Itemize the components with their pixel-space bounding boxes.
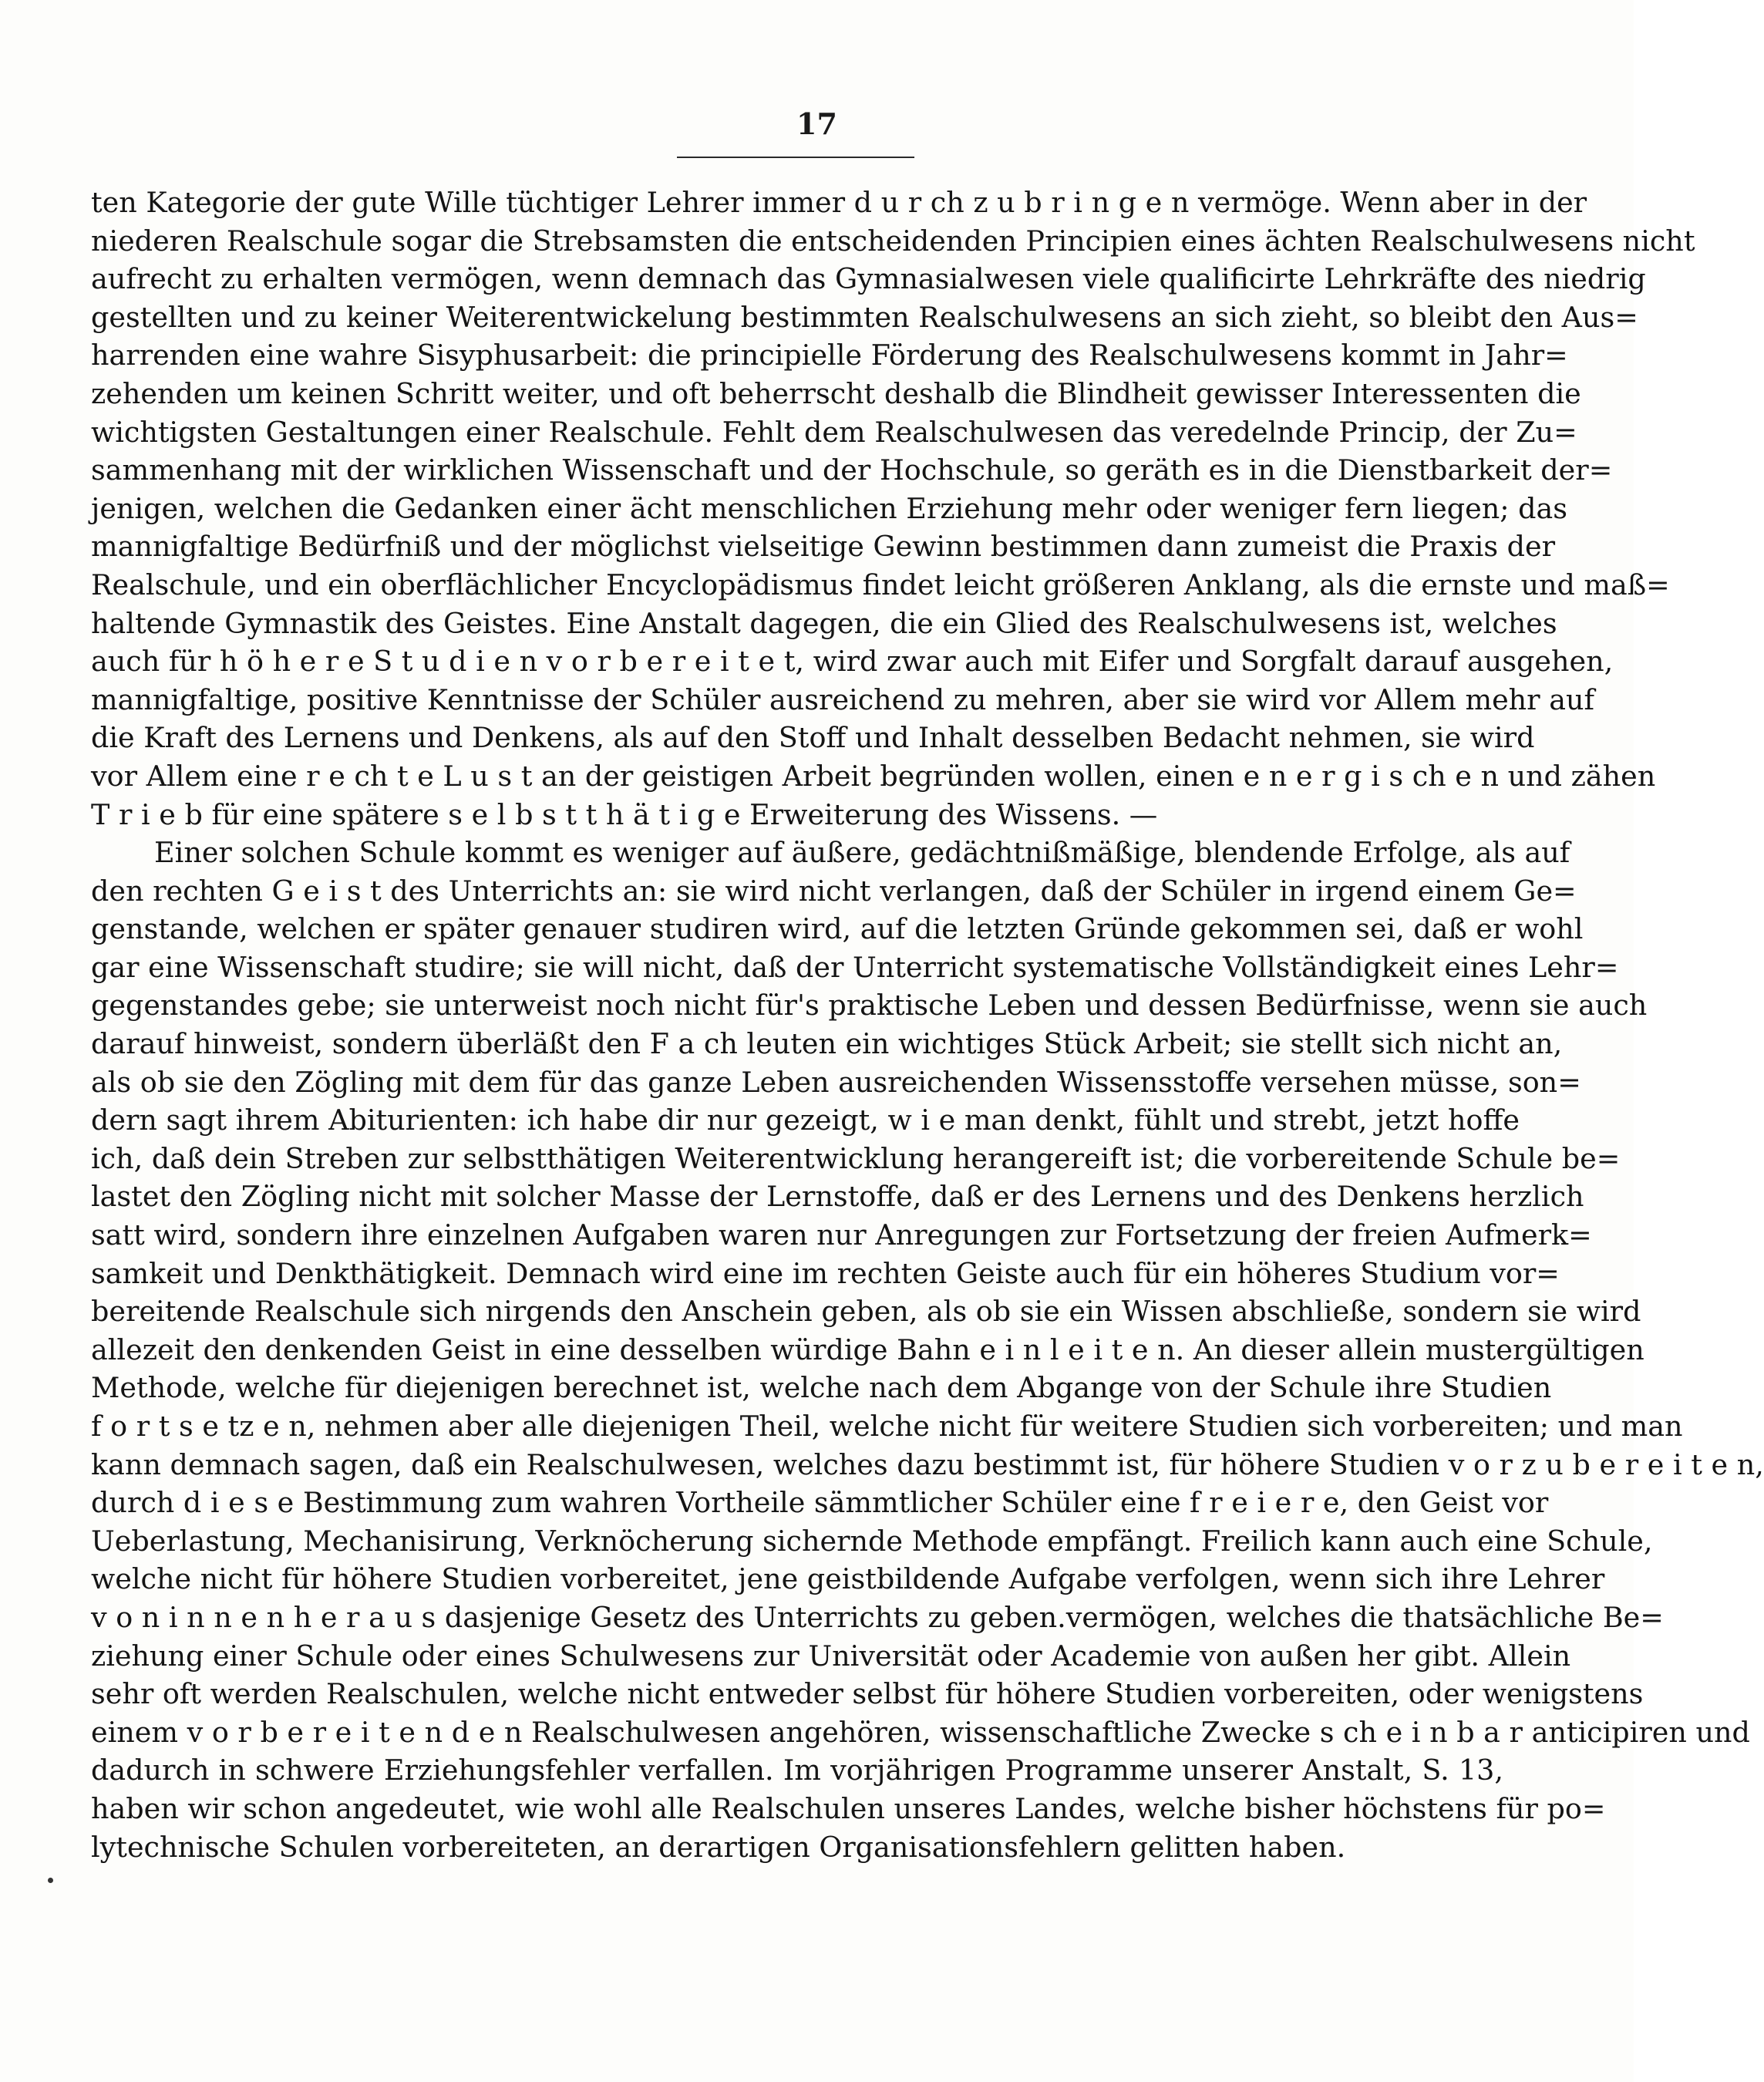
stray-ink-dot: [48, 1878, 53, 1883]
text-line: haltende Gymnastik des Geistes. Eine Anstalt dagegen, die ein Glied des Realschulwesens ist, welches: [91, 606, 1557, 640]
text-line: samkeit und Denkthätigkeit. Demnach wird eine im rechten Geiste auch für ein höheres Studium vor=: [91, 1256, 1560, 1290]
text-line: harrenden eine wahre Sisyphusarbeit: die principielle Förderung des Realschulwesens kommt in Jahr=: [91, 339, 1568, 372]
text-line: durch d i e s e Bestimmung zum wahren Vortheile sämmtlicher Schüler eine f r e i e r e, den Geist vor: [91, 1486, 1549, 1520]
text-line: jenigen, welchen die Gedanken einer ächt menschlichen Erziehung mehr oder weniger fern liegen; das: [91, 491, 1567, 525]
text-line: kann demnach sagen, daß ein Realschulwesen, welches dazu bestimmt ist, für höhere Studien v o r z u b e r e i t e n,: [91, 1447, 1764, 1481]
text-line: zehenden um keinen Schritt weiter, und oft beherrscht deshalb die Blindheit gewisser Interessenten die: [91, 376, 1581, 410]
text-line: dern sagt ihrem Abiturienten: ich habe dir nur gezeigt, w i e man denkt, fühlt und strebt, jetzt hoffe: [91, 1103, 1520, 1137]
text-line: sammenhang mit der wirklichen Wissenschaft und der Hochschule, so geräth es in die Dienstbarkeit der=: [91, 453, 1613, 487]
text-line: allezeit den denkenden Geist in eine desselben würdige Bahn e i n l e i t e n. An dieser allein mustergültigen: [91, 1332, 1644, 1366]
body-text: [91, 184, 1764, 1866]
text-line: Realschule, und ein oberflächlicher Encyclopädismus findet leicht größeren Anklang, als die ernste und maß=: [91, 568, 1670, 601]
text-line: dadurch in schwere Erziehungsfehler verfallen. Im vorjährigen Programme unserer Anstalt, S. 13,: [91, 1754, 1503, 1787]
text-line: gar eine Wissenschaft studire; sie will nicht, daß der Unterricht systematische Vollständigkeit eines Lehr=: [91, 950, 1619, 984]
text-line: ich, daß dein Streben zur selbstthätigen Weiterentwicklung herangereift ist; die vorbereitende Schule be=: [91, 1141, 1621, 1175]
text-line: gegenstandes gebe; sie unterweist noch nicht für's praktische Leben und dessen Bedürfnisse, wenn sie auch: [91, 989, 1648, 1022]
text-line: v o n i n n e n h e r a u s dasjenige Gesetz des Unterrichts zu geben.vermögen, welches die thatsächliche Be=: [91, 1600, 1664, 1634]
text-line: Ueberlastung, Mechanisirung, Verknöcherung sichernde Methode empfängt. Freilich kann auch eine Schule,: [91, 1524, 1653, 1558]
header-rule: [677, 157, 914, 158]
text-line: mannigfaltige, positive Kenntnisse der Schüler ausreichend zu mehren, aber sie wird vor Allem mehr auf: [91, 682, 1595, 716]
text-line: die Kraft des Lernens und Denkens, als auf den Stoff und Inhalt desselben Bedacht nehmen, sie wird: [91, 721, 1535, 755]
text-line: Methode, welche für diejenigen berechnet ist, welche nach dem Abgange von der Schule ihre Studien: [91, 1371, 1552, 1405]
page-number: 17: [796, 106, 837, 141]
text-line: lytechnische Schulen vorbereiteten, an derartigen Organisationsfehlern gelitten haben.: [91, 1830, 1346, 1864]
text-line: auch für h ö h e r e S t u d i e n v o r b e r e i t e t, wird zwar auch mit Eifer und Sorgfalt darauf ausgehen,: [91, 645, 1614, 679]
text-line: haben wir schon angedeutet, wie wohl alle Realschulen unseres Landes, welche bisher höchstens für po=: [91, 1791, 1606, 1825]
text-line: darauf hinweist, sondern überläßt den F a ch leuten ein wichtiges Stück Arbeit; sie stellt sich nicht an,: [91, 1027, 1563, 1061]
text-line: ten Kategorie der gute Wille tüchtiger Lehrer immer d u r ch z u b r i n g e n vermöge. Wenn aber in der: [91, 186, 1587, 219]
text-line: niederen Realschule sogar die Strebsamsten die entscheidenden Principien eines ächten Realschulwesens nicht: [91, 224, 1695, 258]
text-line: gestellten und zu keiner Weiterentwickelung bestimmten Realschulwesens an sich zieht, so bleibt den Aus=: [91, 300, 1638, 334]
text-line: sehr oft werden Realschulen, welche nicht entweder selbst für höhere Studien vorbereiten, oder wenigstens: [91, 1677, 1644, 1711]
text-line: ziehung einer Schule oder eines Schulwesens zur Universität oder Academie von außen her gibt. Allein: [91, 1639, 1571, 1673]
text-line: genstande, welchen er später genauer studiren wird, auf die letzten Gründe gekommen sei, daß er wohl: [91, 912, 1584, 946]
text-line: bereitende Realschule sich nirgends den Anschein geben, als ob sie ein Wissen abschließe, sondern sie wird: [91, 1295, 1641, 1329]
text-line: aufrecht zu erhalten vermögen, wenn demnach das Gymnasialwesen viele qualificirte Lehrkräfte des niedrig: [91, 262, 1646, 296]
text-line: wichtigsten Gestaltungen einer Realschule. Fehlt dem Realschulwesen das veredelnde Princip, der Zu=: [91, 415, 1577, 449]
text-line: welche nicht für höhere Studien vorbereitet, jene geistbildende Aufgabe verfolgen, wenn sich ihre Lehrer: [91, 1562, 1605, 1596]
text-line: T r i e b für eine spätere s e l b s t t h ä t i g e Erweiterung des Wissens. —: [91, 797, 1158, 831]
text-line: lastet den Zögling nicht mit solcher Masse der Lernstoffe, daß er des Lernens und des Denkens herzlich: [91, 1180, 1584, 1214]
text-line: als ob sie den Zögling mit dem für das ganze Leben ausreichenden Wissensstoffe versehen müsse, son=: [91, 1065, 1581, 1099]
text-line: Einer solchen Schule kommt es weniger auf äußere, gedächtnißmäßige, blendende Erfolge, als auf: [154, 836, 1570, 870]
text-line: satt wird, sondern ihre einzelnen Aufgaben waren nur Anregungen zur Fortsetzung der freien Aufmerk=: [91, 1218, 1592, 1252]
text-line: f o r t s e tz e n, nehmen aber alle diejenigen Theil, welche nicht für weitere Studien sich vorbereiten; und man: [91, 1410, 1683, 1443]
text-line: vor Allem eine r e ch t e L u s t an der geistigen Arbeit begründen wollen, einen e n e r g i s ch e n und zähen: [91, 759, 1656, 793]
text-line: den rechten G e i s t des Unterrichts an: sie wird nicht verlangen, daß der Schüler in irgend einem Ge=: [91, 874, 1577, 908]
text-line: mannigfaltige Bedürfniß und der möglichst vielseitige Gewinn bestimmen dann zumeist die Praxis der: [91, 530, 1556, 564]
text-line: einem v o r b e r e i t e n d e n Realschulwesen angehören, wissenschaftliche Zwecke s ch e i n b a r anticipiren und: [91, 1715, 1750, 1749]
